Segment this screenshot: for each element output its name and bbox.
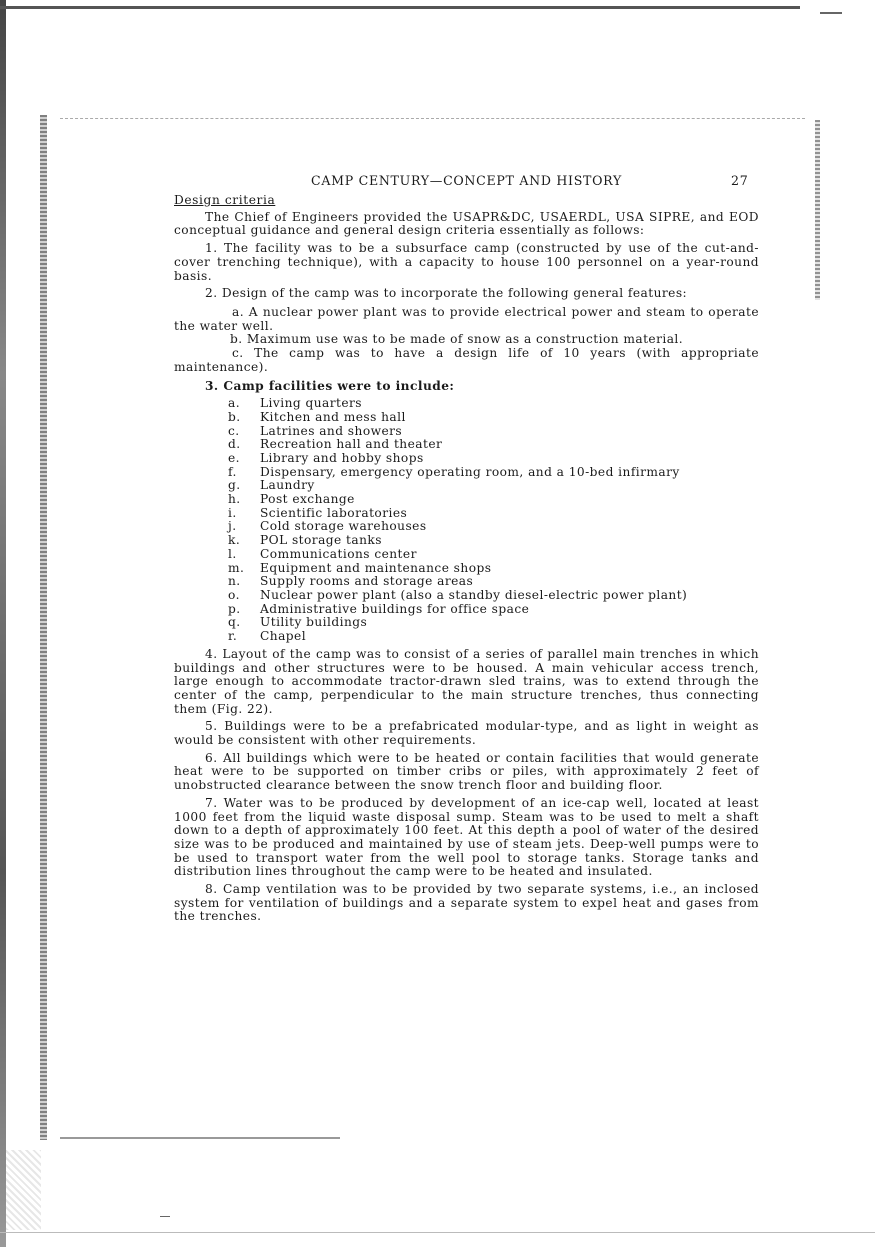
dash-mark — [160, 1216, 170, 1217]
criterion-3-lead — [174, 380, 759, 394]
list-item-letter: h. — [228, 492, 241, 507]
list-item-letter: l. — [228, 546, 237, 561]
list-item — [174, 534, 759, 548]
list-item — [174, 438, 759, 452]
list-item — [174, 425, 759, 439]
list-item-text: Utility buildings — [260, 615, 368, 630]
list-item-text: Equipment and maintenance shops — [260, 560, 492, 575]
list-item-text: Laundry — [260, 478, 315, 493]
list-item — [174, 479, 759, 493]
list-item-letter: e. — [228, 450, 240, 465]
list-item-letter: m. — [228, 560, 245, 575]
list-item-text: Recreation hall and theater — [260, 437, 443, 452]
criterion-2b: b. Maximum use was to be made of snow as a construction material. — [230, 332, 684, 347]
list-item — [174, 616, 759, 630]
list-item — [174, 603, 759, 617]
list-item-text: Chapel — [260, 629, 307, 644]
criterion-2-lead: 2. Design of the camp was to incorporate the following general features: — [205, 286, 688, 301]
list-item — [174, 589, 759, 603]
running-head-title: CAMP CENTURY—CONCEPT AND HISTORY — [311, 173, 622, 188]
list-item — [174, 493, 759, 507]
criterion-6: 6. All buildings which were to be heated or contain facilities that would generate heat were to be supported on timber cribs or piles, with approximately 2 feet of unobstructed clearance between the snow trench floor and building floor. — [174, 750, 759, 793]
page-number: 27 — [731, 173, 749, 188]
page-edge-top — [60, 118, 805, 120]
list-item-letter: o. — [228, 587, 240, 602]
list-item-text: Library and hobby shops — [260, 450, 424, 465]
list-item-letter: r. — [228, 629, 238, 644]
list-item-text: Cold storage warehouses — [260, 519, 427, 534]
list-item — [174, 575, 759, 589]
scan-edge-left — [0, 0, 6, 1247]
list-item — [174, 507, 759, 521]
list-item-letter: b. — [228, 409, 241, 424]
list-item-text: Communications center — [260, 546, 417, 561]
binding-margin-strip — [40, 115, 47, 1140]
list-item-letter: g. — [228, 478, 241, 493]
list-item — [174, 548, 759, 562]
list-item-text: Administrative buildings for office space — [260, 601, 530, 616]
list-item-letter: p. — [228, 601, 241, 616]
list-item — [174, 562, 759, 576]
criterion-7: 7. Water was to be produced by development of an ice-cap well, located at least 1000 feet from the liquid waste disposal sump. Steam was to be used to melt a shaft down to a depth of approximately 100 feet. At this depth a pool of water of the desired size was to be produced and maintained by use of steam jets. Deep-well pumps were to be used to transport water from the well pool to storage tanks. Storage tanks and distribution lines throughout the camp were to be heated and insulated. — [174, 795, 759, 879]
list-item-text: POL storage tanks — [260, 533, 382, 548]
corner-smudge — [6, 1150, 41, 1230]
criterion-8: 8. Camp ventilation was to be provided by two separate systems, i.e., an inclosed system for ventilation of buildings and a separate system to expel heat and gases from the trenches. — [174, 882, 759, 924]
criterion-2a: a. A nuclear power plant was to provide electrical power and steam to operate the water well. — [174, 304, 759, 333]
list-item-letter: k. — [228, 533, 241, 548]
list-item — [174, 411, 759, 425]
intro-paragraph: The Chief of Engineers provided the USAPR&DC, USAERDL, USA SIPRE, and EOD conceptual guidance and general design criteria essentially as follows: — [174, 209, 759, 238]
list-item-text: Living quarters — [260, 396, 362, 411]
list-item-text: Post exchange — [260, 492, 355, 507]
list-item-letter: f. — [228, 464, 237, 479]
scan-edge-top-mark — [820, 12, 842, 14]
criterion-4: 4. Layout of the camp was to consist of a series of parallel main trenches in which buildings and other structures were to be housed. A main vehicular access trench, large enough to accommodate tractor-drawn sled trains, was to extend through the center of the camp, perpendicular to the main structure trenches, thus connecting them (Fig. 22). — [174, 646, 759, 716]
list-item — [174, 466, 759, 480]
running-head — [174, 172, 759, 192]
list-item-text: Nuclear power plant (also a standby diesel-electric power plant) — [260, 587, 688, 602]
list-item-letter: n. — [228, 574, 241, 589]
list-item-letter: i. — [228, 505, 237, 520]
list-item — [174, 397, 759, 411]
list-item-letter: a. — [228, 396, 241, 411]
list-item-text: Supply rooms and storage areas — [260, 574, 474, 589]
criterion-3-lead-text: 3. Camp facilities were to include: — [205, 379, 455, 394]
scan-edge-bottom — [0, 1232, 875, 1233]
criterion-5: 5. Buildings were to be a prefabricated modular-type, and as light in weight as would be consistent with other requirements. — [174, 719, 759, 748]
criterion-2c: c. The camp was to have a design life of 10 years (with appropriate maintenance). — [174, 346, 759, 374]
facilities-list — [174, 397, 759, 644]
page-body — [174, 172, 759, 928]
scan-edge-top — [0, 6, 800, 9]
list-item-text: Dispensary, emergency operating room, and a 10-bed infirmary — [260, 464, 680, 479]
list-item-text: Kitchen and mess hall — [260, 409, 406, 424]
criterion-1: 1. The facility was to be a subsurface camp (constructed by use of the cut-and-cover trenching technique), with a capacity to house 100 personnel on a year-round basis. — [174, 241, 759, 283]
list-item-text: Scientific laboratories — [260, 505, 408, 520]
list-item — [174, 520, 759, 534]
page-edge-bottom — [60, 1137, 340, 1139]
list-item-letter: q. — [228, 615, 241, 630]
list-item-letter: d. — [228, 437, 241, 452]
list-item — [174, 452, 759, 466]
list-item-letter: j. — [228, 519, 237, 534]
list-item-letter: c. — [228, 423, 240, 438]
list-item — [174, 630, 759, 644]
list-item-text: Latrines and showers — [260, 423, 403, 438]
right-margin-strip — [815, 120, 820, 300]
section-title: Design criteria — [174, 193, 276, 207]
